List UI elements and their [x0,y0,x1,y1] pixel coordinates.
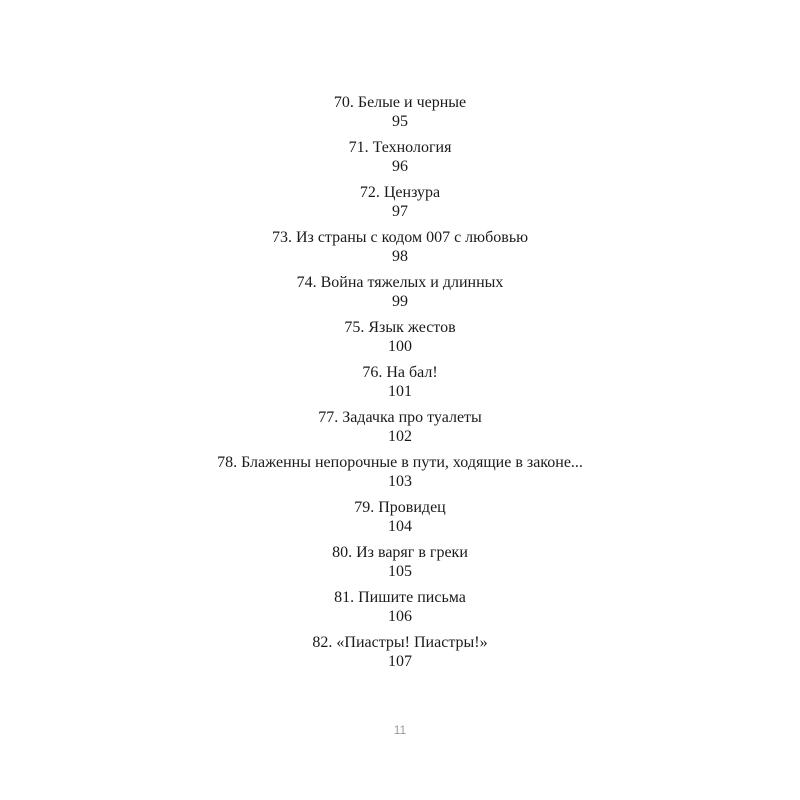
toc-entry-page: 104 [388,518,412,535]
toc-entry-title: 79. Провидец [354,499,446,516]
toc-entry [0,408,800,453]
toc-entry [0,318,800,363]
toc-entry [0,138,800,183]
toc-entry-title: 70. Белые и черные [333,94,467,111]
toc-entry [0,363,800,408]
toc-entry-page: 106 [388,608,412,625]
toc-entry [0,93,800,138]
table-of-contents [0,93,800,678]
toc-entry-title: 82. «Пиастры! Пиастры!» [312,634,488,651]
toc-entry-page: 101 [388,383,412,400]
toc-entry-title: 75. Язык жестов [344,319,456,336]
toc-entry-page: 98 [392,248,408,265]
toc-entry [0,273,800,318]
toc-entry-page: 103 [388,473,412,490]
toc-entry-title: 74. Война тяжелых и длинных [296,274,504,291]
toc-entry-title: 80. Из варяг в греки [332,544,468,561]
toc-entry-page: 97 [392,203,408,220]
page-number: 11 [393,723,407,737]
toc-entry-title: 78. Блаженны непорочные в пути, ходящие в законе... [217,454,583,471]
toc-entry [0,453,800,498]
toc-entry [0,588,800,633]
toc-entry [0,633,800,678]
toc-entry-title: 81. Пишите письма [334,589,466,606]
toc-entry-title: 77. Задачка про туалеты [318,409,482,426]
toc-entry-title: 73. Из страны с кодом 007 с любовью [271,229,529,246]
toc-entry [0,183,800,228]
toc-entry-page: 105 [388,563,412,580]
toc-entry [0,228,800,273]
toc-entry-title: 72. Цензура [359,184,441,201]
toc-entry [0,543,800,588]
toc-entry-page: 107 [388,653,412,670]
toc-entry-page: 96 [392,158,408,175]
toc-entry [0,498,800,543]
toc-entry-page: 102 [388,428,412,445]
toc-entry-page: 99 [392,293,408,310]
toc-entry-page: 95 [392,113,408,130]
toc-entry-title: 71. Технология [348,139,452,156]
toc-entry-title: 76. На бал! [362,364,438,381]
toc-entry-page: 100 [388,338,412,355]
